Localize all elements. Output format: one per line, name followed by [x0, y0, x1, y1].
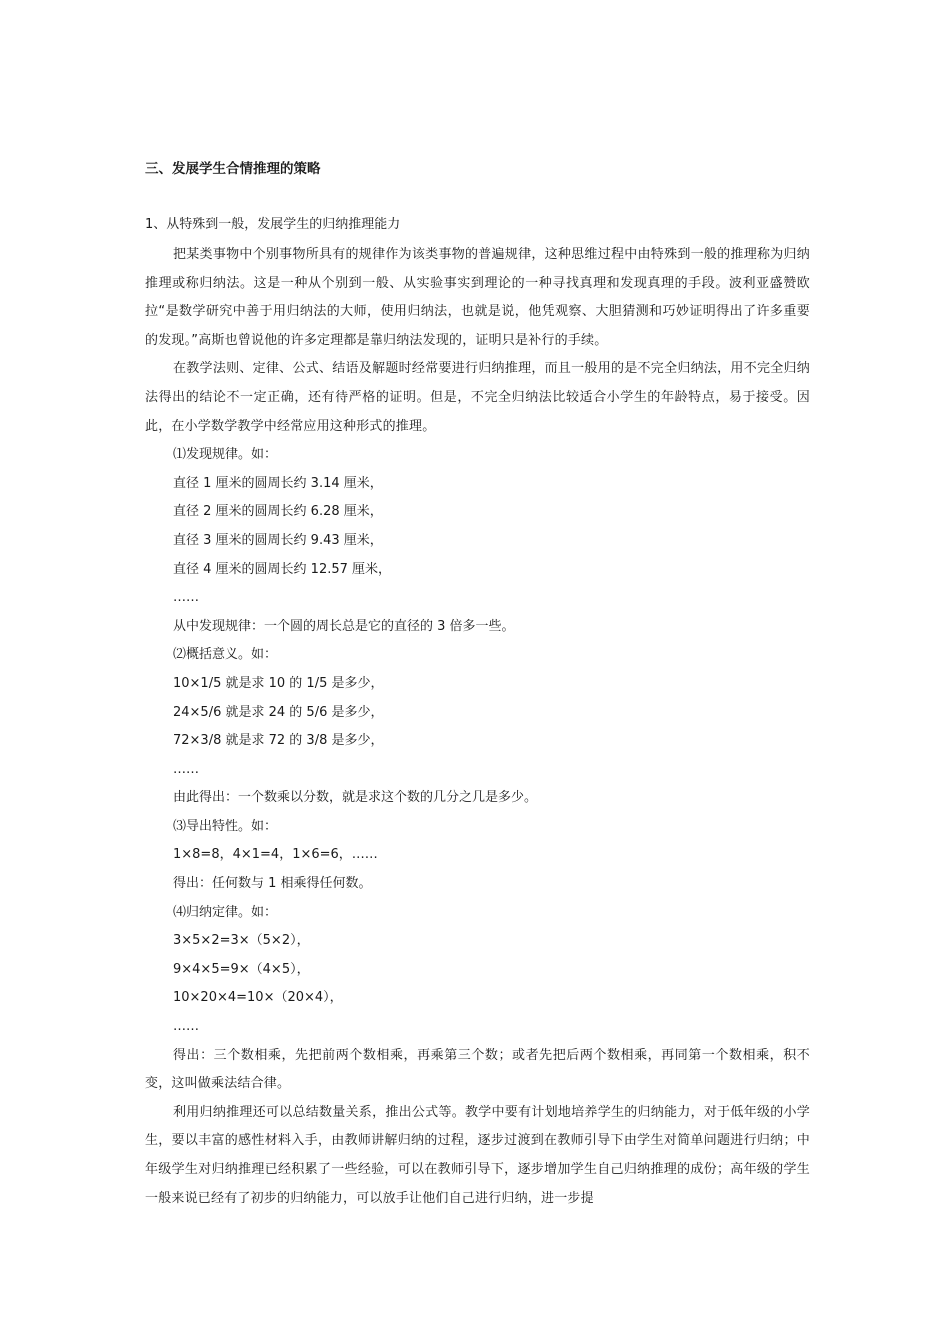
example-line: 直径 1 厘米的圆周长约 3.14 厘米， — [173, 475, 383, 491]
ellipsis-line: …… — [173, 761, 199, 777]
example-line: 1×8=8，4×1=4，1×6=6，…… — [173, 847, 378, 863]
example-conclusion: 由此得出：一个数乘以分数，就是求这个数的几分之几是多少。 — [173, 790, 538, 806]
document-page — [145, 158, 810, 1213]
closing-paragraph: 利用归纳推理还可以总结数量关系，推出公式等。教学中要有计划地培养学生的归纳能力，对于低年级的小学生，要以丰富的感性材料入手，由教师讲解归纳的过程，逐步过渡到在教师引导下由学生对简单问题进行归纳；中年级学生对归纳推理已经积累了一些经验，可以在教师引导下，逐步增加学生自己归纳推理的成份；高年级的学生一般来说已经有了初步的归纳能力，可以放手让他们自己进行归纳，进一步提 — [145, 1104, 810, 1206]
example-line: 10×20×4=10×（20×4）， — [173, 990, 343, 1006]
example-heading: ⑷归纳定律。如： — [173, 904, 278, 920]
example-line: 72×3/8 就是求 72 的 3/8 是多少， — [173, 733, 384, 749]
intro-paragraph: 把某类事物中个别事物所具有的规律作为该类事物的普遍规律，这种思维过程中由特殊到一般的推理称为归纳推理或称归纳法。这是一种从个别到一般、从实验事实到理论的一种寻找真理和发现真理的手段。波利亚盛赞欧拉“是数学研究中善于用归纳法的大师，使用归纳法，也就是说，他凭观察、大胆猜测和巧妙证明得出了许多重要的发现。”高斯也曾说他的许多定理都是靠归纳法发现的，证明只是补行的手续。 — [145, 247, 810, 348]
example-line: 9×4×5=9×（4×5）， — [173, 961, 310, 977]
example-line: 3×5×2=3×（5×2）， — [173, 933, 310, 949]
example-line: 24×5/6 就是求 24 的 5/6 是多少， — [173, 704, 384, 720]
example-line: 直径 3 厘米的圆周长约 9.43 厘米， — [173, 532, 383, 548]
teaching-paragraph: 在教学法则、定律、公式、结语及解题时经常要进行归纳推理，而且一般用的是不完全归纳法，用不完全归纳法得出的结论不一定正确，还有待严格的证明。但是，不完全归纳法比较适合小学生的年龄特点，易于接受。因此，在小学数学教学中经常应用这种形式的推理。 — [145, 361, 810, 434]
example-heading: ⑴发现规律。如： — [173, 447, 278, 463]
example-line: 10×1/5 就是求 10 的 1/5 是多少， — [173, 675, 384, 691]
subsection-title: 1、从特殊到一般，发展学生的归纳推理能力 — [145, 217, 401, 232]
ellipsis-line: …… — [173, 1019, 199, 1035]
ellipsis-line: …… — [173, 590, 199, 606]
law-conclusion-paragraph: 得出：三个数相乘，先把前两个数相乘，再乘第三个数；或者先把后两个数相乘，再同第一个数相乘，积不变，这叫做乘法结合律。 — [145, 1047, 810, 1092]
example-line: 直径 4 厘米的圆周长约 12.57 厘米， — [173, 561, 392, 577]
example-line: 直径 2 厘米的圆周长约 6.28 厘米， — [173, 504, 383, 520]
section-title: 三、发展学生合情推理的策略 — [145, 161, 321, 177]
example-conclusion: 得出：任何数与 1 相乘得任何数。 — [173, 876, 372, 892]
example-conclusion: 从中发现规律：一个圆的周长总是它的直径的 3 倍多一些。 — [173, 618, 515, 634]
example-heading: ⑵概括意义。如： — [173, 647, 278, 663]
example-heading: ⑶导出特性。如： — [173, 818, 278, 834]
